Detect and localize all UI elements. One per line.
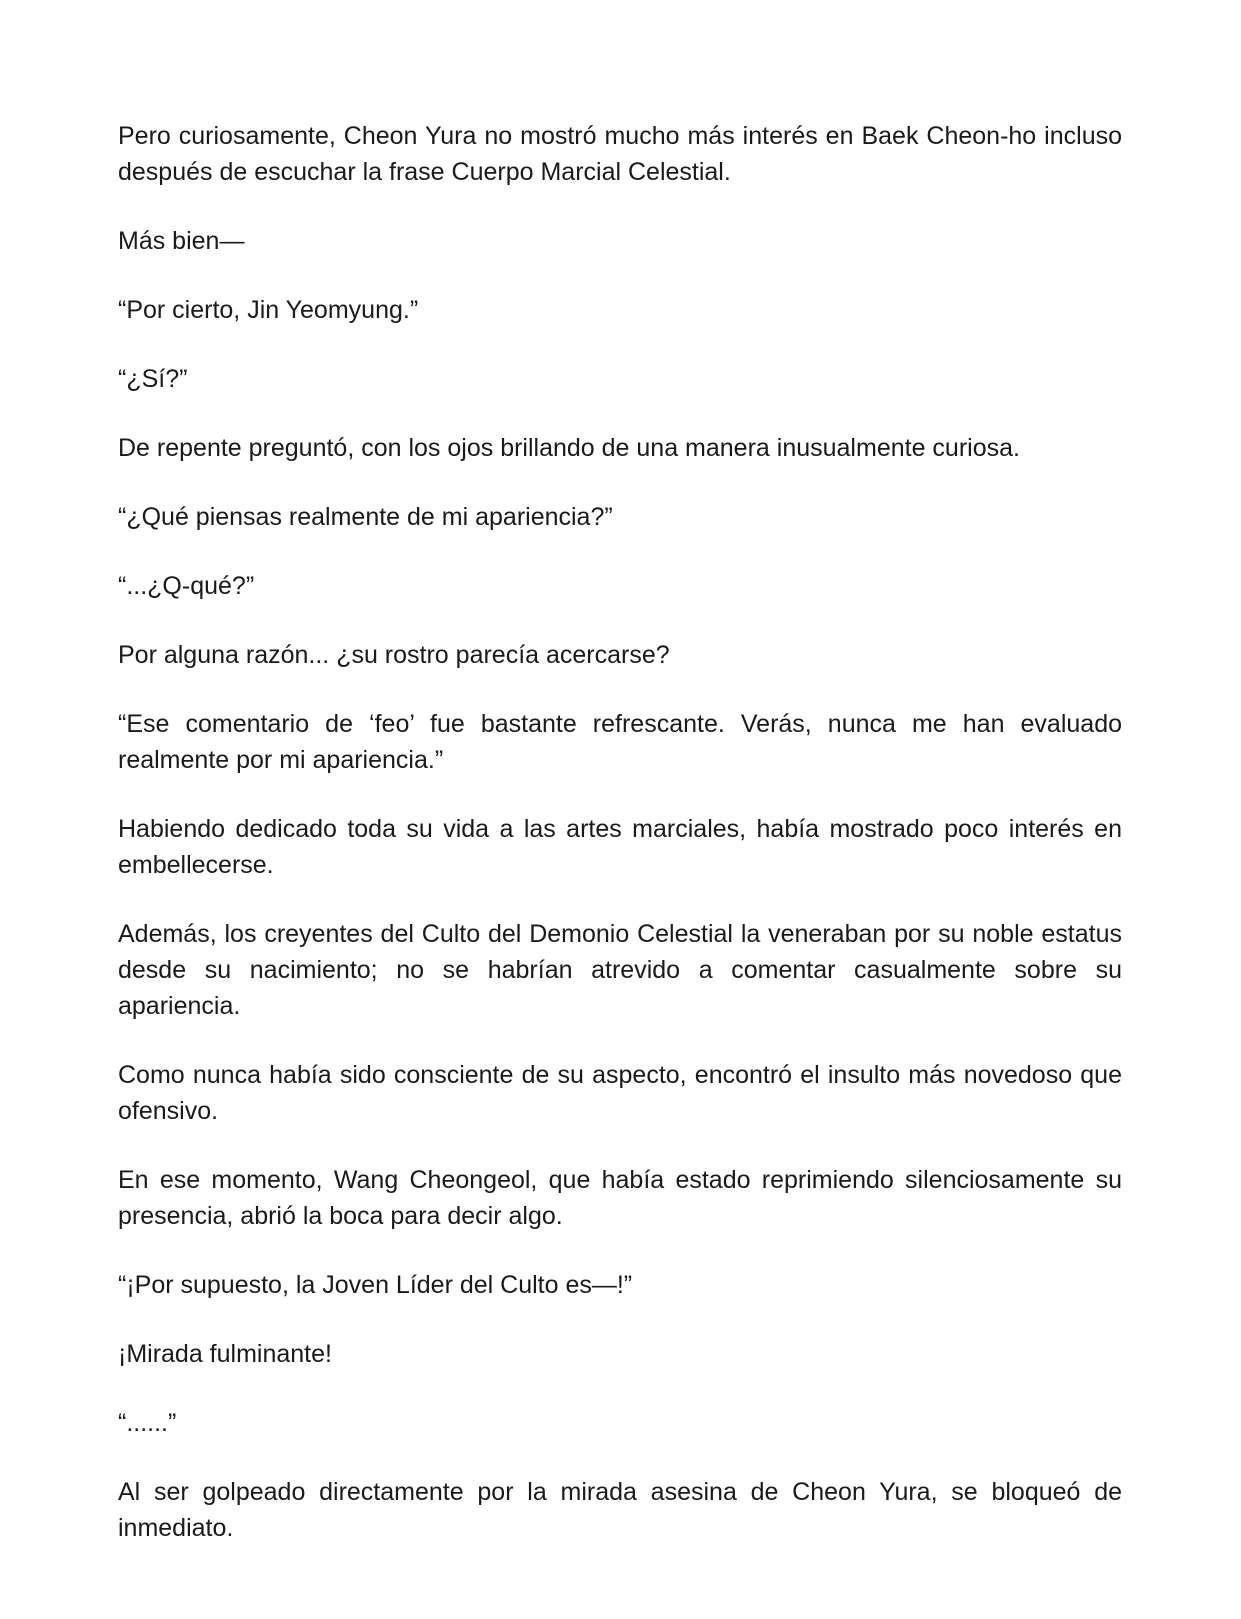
paragraph: Por alguna razón... ¿su rostro parecía acercarse? [118, 641, 670, 669]
paragraph: Además, los creyentes del Culto del Demonio Celestial la veneraban por su noble estatus desde su nacimiento; no se habrían atrevido a comentar casualmente sobre su apariencia. [118, 920, 1122, 1020]
paragraph: “¿Qué piensas realmente de mi apariencia?” [118, 503, 613, 531]
paragraph: “Ese comentario de ‘feo’ fue bastante refrescante. Verás, nunca me han evaluado realmente por mi apariencia.” [118, 710, 1122, 774]
paragraph: Como nunca había sido consciente de su aspecto, encontró el insulto más novedoso que ofensivo. [118, 1061, 1122, 1125]
paragraph: Pero curiosamente, Cheon Yura no mostró mucho más interés en Baek Cheon-ho incluso después de escuchar la frase Cuerpo Marcial Celestial. [118, 122, 1122, 186]
paragraph: “...¿Q-qué?” [118, 572, 255, 600]
paragraph: “¿Sí?” [118, 365, 188, 393]
paragraph: ¡Mirada fulminante! [118, 1340, 332, 1368]
paragraph: Habiendo dedicado toda su vida a las artes marciales, había mostrado poco interés en embellecerse. [118, 815, 1122, 879]
paragraph: “......” [118, 1409, 177, 1437]
document-page [118, 118, 1122, 1579]
paragraph: En ese momento, Wang Cheongeol, que había estado reprimiendo silenciosamente su presencia, abrió la boca para decir algo. [118, 1166, 1122, 1230]
paragraph: “¡Por supuesto, la Joven Líder del Culto es—!” [118, 1271, 633, 1299]
paragraph: Al ser golpeado directamente por la mirada asesina de Cheon Yura, se bloqueó de inmediato. [118, 1478, 1122, 1542]
paragraph: Más bien— [118, 227, 245, 255]
paragraph: De repente preguntó, con los ojos brillando de una manera inusualmente curiosa. [118, 434, 1020, 462]
paragraph: “Por cierto, Jin Yeomyung.” [118, 296, 419, 324]
